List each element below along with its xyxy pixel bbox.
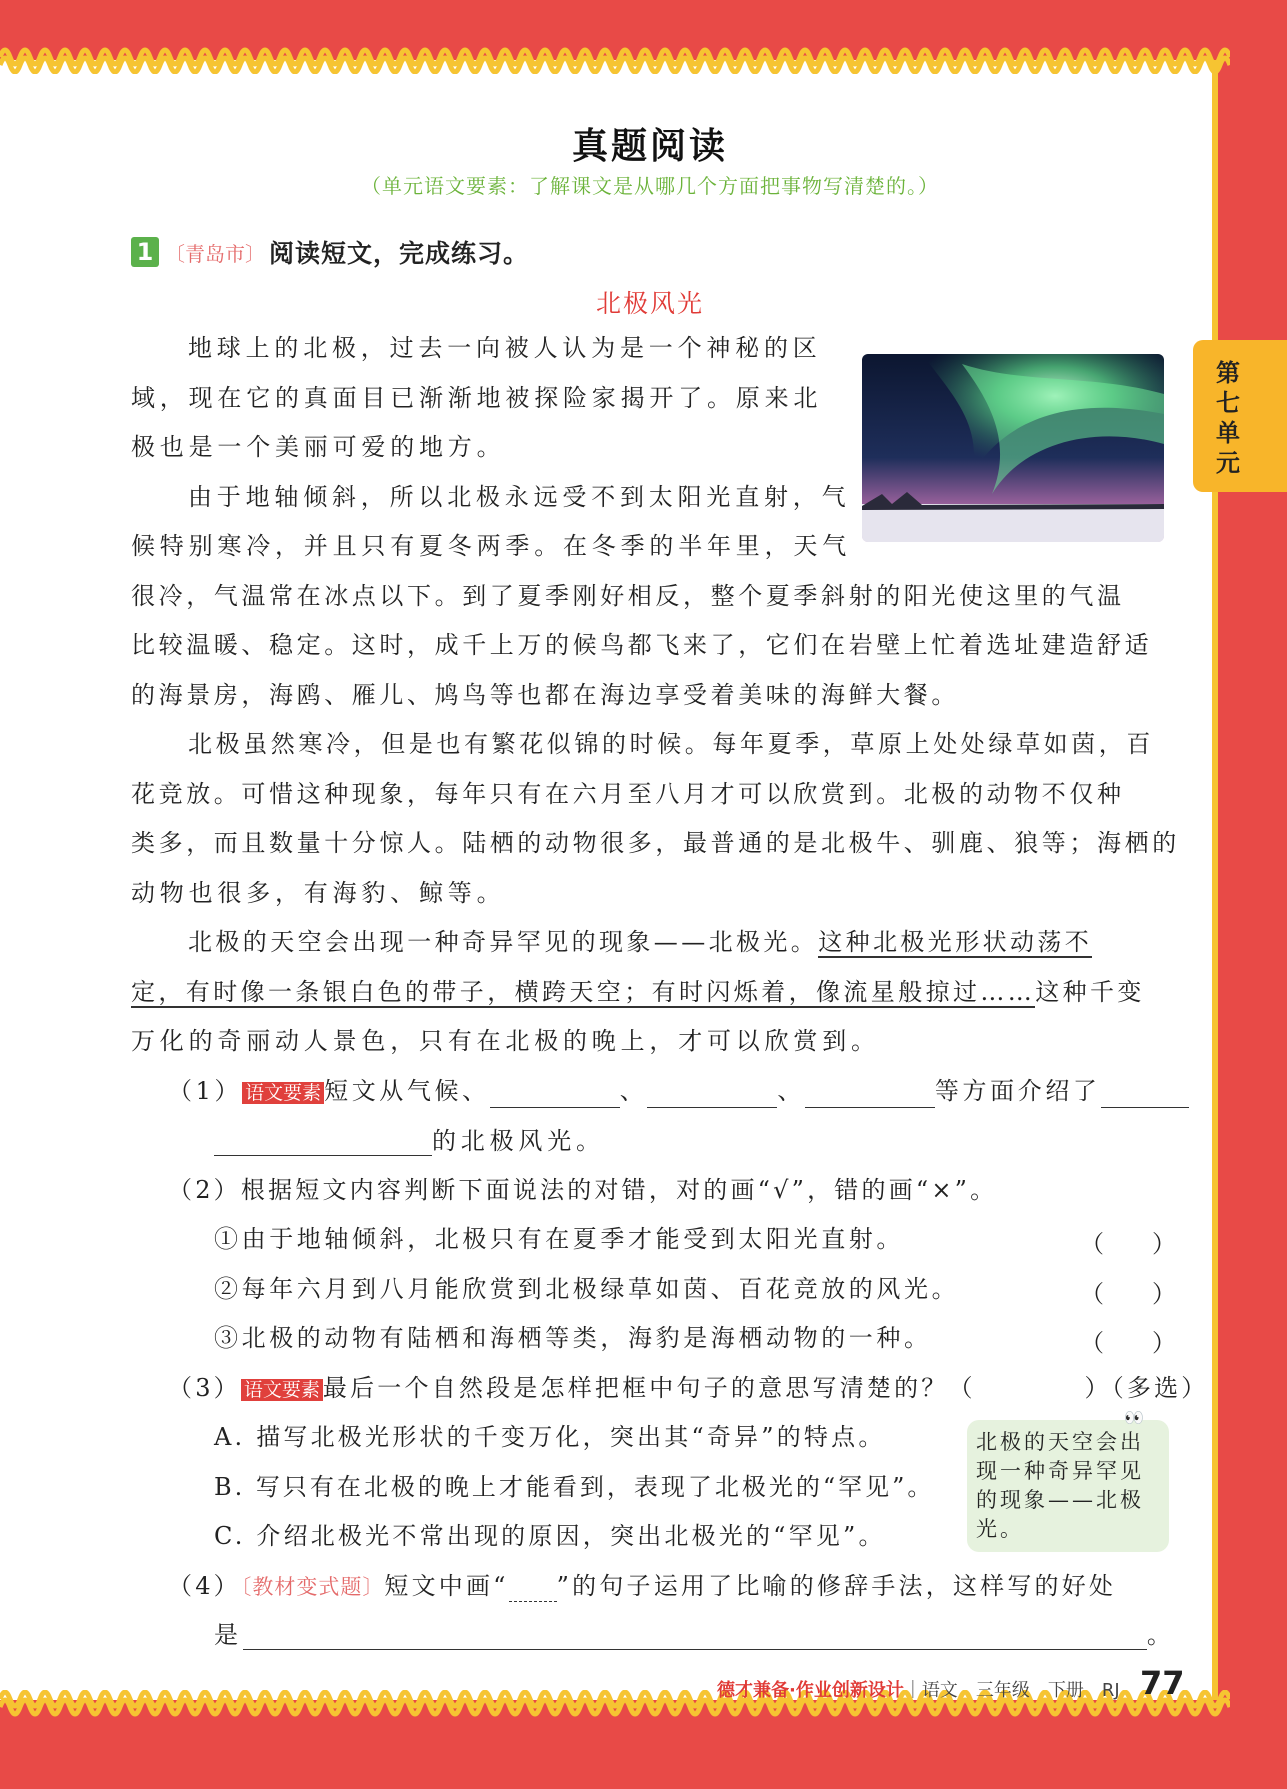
answer-blank[interactable] — [1101, 1083, 1189, 1108]
answer-blank[interactable] — [805, 1083, 935, 1108]
q3-number: （3） — [168, 1374, 241, 1402]
page-number: 77 — [1140, 1664, 1185, 1702]
passage-title: 北极风光 — [595, 289, 704, 318]
passage-line: 候特别寒冷，并且只有夏冬两季。在冬季的半年里，天气 — [131, 532, 851, 560]
q1-line — [214, 1126, 605, 1156]
passage-text: 这种千变 — [1035, 978, 1145, 1006]
q1-tag: 语文要素 — [242, 1082, 324, 1104]
answer-paren[interactable]: （ ） — [1080, 1329, 1176, 1357]
q4-source: 〔教材变式题〕 — [240, 1575, 385, 1599]
q4-text: ”的句子运用了比喻的修辞手法，这样写的好处 — [556, 1572, 1117, 1600]
q3-option[interactable]: A. 描写北极光形状的千变万化，突出其“奇异”的特点。 — [214, 1423, 886, 1451]
footer-brand: 德才兼备·作业创新设计 — [717, 1680, 904, 1701]
answer-blank[interactable] — [647, 1083, 777, 1108]
page-subtitle: （单元语文要素：了解课文是从哪几个方面把事物写清楚的。） — [361, 174, 939, 198]
page-title: 真题阅读 — [571, 126, 728, 167]
q3-line — [168, 1373, 1209, 1405]
passage-line: 北极虽然寒冷，但是也有繁花似锦的时候。每年夏季，草原上处处绿草如茵，百 — [188, 730, 1154, 758]
underline-sample — [509, 1577, 557, 1602]
underlined-sentence: 这种北极光形状动荡不 — [818, 928, 1093, 956]
q4-text: 是 — [214, 1621, 243, 1649]
passage-line: 花竞放。可惜这种现象，每年只有在六月至八月才可以欣赏到。北极的动物不仅种 — [131, 780, 1125, 808]
answer-blank[interactable] — [214, 1131, 432, 1156]
q4-line — [214, 1620, 1176, 1650]
q3-option[interactable]: C. 介绍北极光不常出现的原因，突出北极光的“罕见”。 — [214, 1522, 886, 1550]
q2-statement: ③北极的动物有陆栖和海栖等类，海豹是海栖动物的一种。 — [214, 1324, 932, 1352]
passage-line: 很冷，气温常在冰点以下。到了夏季刚好相反，整个夏季斜射的阳光使这里的气温 — [131, 582, 1125, 610]
q2-number: （2） — [168, 1176, 241, 1204]
question-number-badge: 1 — [131, 237, 159, 267]
underlined-sentence: 定，有时像一条银白色的带子，横跨天空；有时闪烁着，像流星般掠过…… — [131, 978, 1036, 1006]
q3-option[interactable]: B. 写只有在北极的晚上才能看到，表现了北极光的“罕见”。 — [214, 1473, 935, 1501]
q1-sep: 、 — [777, 1077, 805, 1105]
q2-statement: ①由于地轴倾斜，北极只有在夏季才能受到太阳光直射。 — [214, 1225, 904, 1253]
wavy-border-top — [0, 40, 1230, 74]
q4-line — [168, 1571, 1116, 1602]
passage-line: 万化的奇丽动人景色，只有在北极的晚上，才可以欣赏到。 — [131, 1027, 880, 1055]
aurora-photo — [862, 354, 1164, 542]
question-header — [131, 234, 529, 270]
question-instruction: 阅读短文，完成练习。 — [269, 239, 530, 268]
answer-blank[interactable] — [243, 1625, 1147, 1650]
hint-note-text: 北极的天空会出现一种奇异罕见的现象——北极光。 — [976, 1430, 1144, 1541]
q3-text: 最后一个自然段是怎样把框中句子的意思写清楚的？（ ）（多选） — [322, 1374, 1209, 1402]
passage-line: 极也是一个美丽可爱的地方。 — [131, 433, 506, 461]
q4-text: 。 — [1146, 1621, 1176, 1649]
answer-paren[interactable]: （ ） — [1080, 1230, 1176, 1258]
question-source: 〔青岛市〕 — [165, 241, 265, 266]
passage-line — [131, 977, 1145, 1007]
answer-paren[interactable]: （ ） — [1080, 1280, 1176, 1308]
q1-number: （1） — [168, 1077, 243, 1105]
q1-text: 的北极风光。 — [432, 1127, 605, 1155]
q1-text: 等方面介绍了 — [934, 1077, 1101, 1105]
q4-number: （4） — [168, 1572, 241, 1600]
passage-text: 北极的天空会出现一种奇异罕见的现象——北极光。 — [188, 928, 819, 956]
q1-text: 短文从气候、 — [324, 1077, 490, 1105]
eyes-icon: 👀 — [1124, 1408, 1144, 1427]
q1-sep: 、 — [619, 1077, 648, 1105]
footer — [717, 1676, 1120, 1702]
answer-blank[interactable] — [490, 1083, 620, 1108]
passage-line: 动物也很多，有海豹、鲸等。 — [131, 879, 506, 907]
q2-line — [168, 1175, 997, 1205]
passage-line — [188, 927, 1092, 957]
passage-line: 地球上的北极，过去一向被人认为是一个神秘的区 — [188, 334, 822, 362]
passage-line: 的海景房，海鸥、雁儿、鸠鸟等也都在海边享受着美味的海鲜大餐。 — [131, 681, 959, 709]
footer-info: ｜语文 三年级 下册 RJ — [903, 1680, 1120, 1701]
q3-tag: 语文要素 — [241, 1379, 323, 1401]
q4-text: 短文中画“ — [384, 1572, 509, 1600]
q2-statement: ②每年六月到八月能欣赏到北极绿草如茵、百花竞放的风光。 — [214, 1275, 960, 1303]
passage-line: 比较温暖、稳定。这时，成千上万的候鸟都飞来了，它们在岩壁上忙着选址建造舒适 — [131, 631, 1153, 659]
unit-side-tab-label: 第七单元 — [1216, 359, 1240, 477]
passage-line: 由于地轴倾斜，所以北极永远受不到太阳光直射，气 — [188, 483, 851, 511]
passage-line: 域，现在它的真面目已渐渐地被探险家揭开了。原来北 — [131, 384, 823, 412]
q2-text: 根据短文内容判断下面说法的对错，对的画“√”，错的画“×”。 — [240, 1176, 998, 1204]
passage-line: 类多，而且数量十分惊人。陆栖的动物很多，最普通的是北极牛、驯鹿、狼等；海栖的 — [131, 829, 1180, 857]
q1-line — [168, 1076, 1189, 1108]
